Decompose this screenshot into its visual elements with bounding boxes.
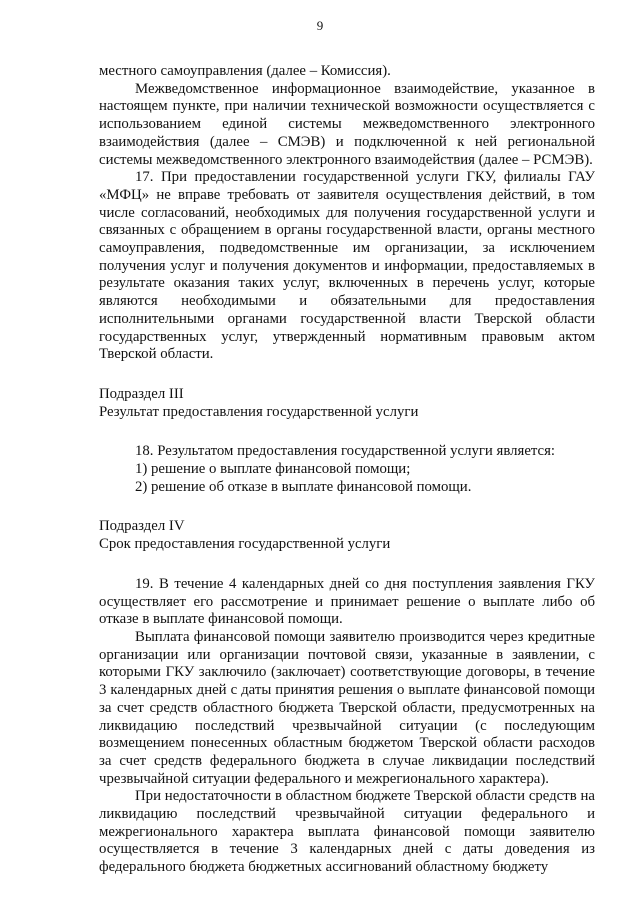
list-item-1: 1) решение о выплате финансовой помощи; [135, 461, 411, 478]
paragraph-item-17: 17. При предоставлении государственной услуги ГКУ, филиалы ГАУ «МФЦ» не вправе требовать от заявителя осуществления действий, в том числе согласований, необходимых для получения государственной услуги и связанных с обращением в органы государственной власти, органы местного самоуправления, подведомственные им организации, за исключением получения услуг и получения документов и информации, предоставляемых в результате оказания таких услуг, включенных в перечень услуг, которые являются необходимыми и обязательными для предоставления исполнительными органами государственной власти Тверской области государственных услуг, утвержденный нормативным правовым актом Тверской области. [99, 169, 595, 363]
paragraph-continuation: местного самоуправления (далее – Комиссия). [99, 63, 391, 79]
list-item-2: 2) решение об отказе в выплате финансовой помощи. [135, 478, 472, 495]
paragraph-payment: Выплата финансовой помощи заявителю производится через кредитные организации или организации почтовой связи, указанные в заявлении, с которыми ГКУ заключило (заключает) соответствующие договоры, в течение 3 календарных дней с даты принятия решения о выплате финансовой помощи за счет средств областного бюджета Тверской области, предусмотренных на ликвидацию последствий чрезвычайной ситуации (с последующим возмещением понесенных областным бюджетом Тверской области расходов за счет средств федерального бюджета в случае ликвидации последствий чрезвычайной ситуации федерального и межрегионального характера). [99, 628, 595, 787]
paragraph-item-19: 19. В течение 4 календарных дней со дня поступления заявления ГКУ осуществляет его рассмотрение и принимает решение о выплате либо об отказе в выплате финансовой помощи. [99, 575, 595, 628]
paragraph-item-18: 18. Результатом предоставления государственной услуги является: [135, 443, 556, 460]
paragraph-interaction: Межведомственное информационное взаимодействие, указанное в настоящем пункте, при наличии технической возможности осуществляется с использованием единой системы межведомственного электронного взаимодействия (далее – СМЭВ) и подключенной к ней региональной системы межведомственного электронного взаимодействия (далее – РСМЭВ). [99, 80, 595, 168]
document-body [99, 63, 595, 877]
subsection-4-label: Подраздел IV [99, 518, 185, 535]
subsection-3-label: Подраздел III [99, 385, 184, 402]
subsection-3-title: Результат предоставления государственной услуги [99, 403, 419, 420]
paragraph-insufficiency: При недостаточности в областном бюджете Тверской области средств на ликвидацию последствий чрезвычайной ситуации федерального и межрегионального характера выплата финансовой помощи заявителю осуществляется в течение 3 календарных дней с даты доведения из федерального бюджета бюджетных ассигнований областному бюджету [99, 788, 595, 876]
subsection-4-title: Срок предоставления государственной услуги [99, 536, 391, 553]
page-number: 9 [316, 18, 324, 33]
